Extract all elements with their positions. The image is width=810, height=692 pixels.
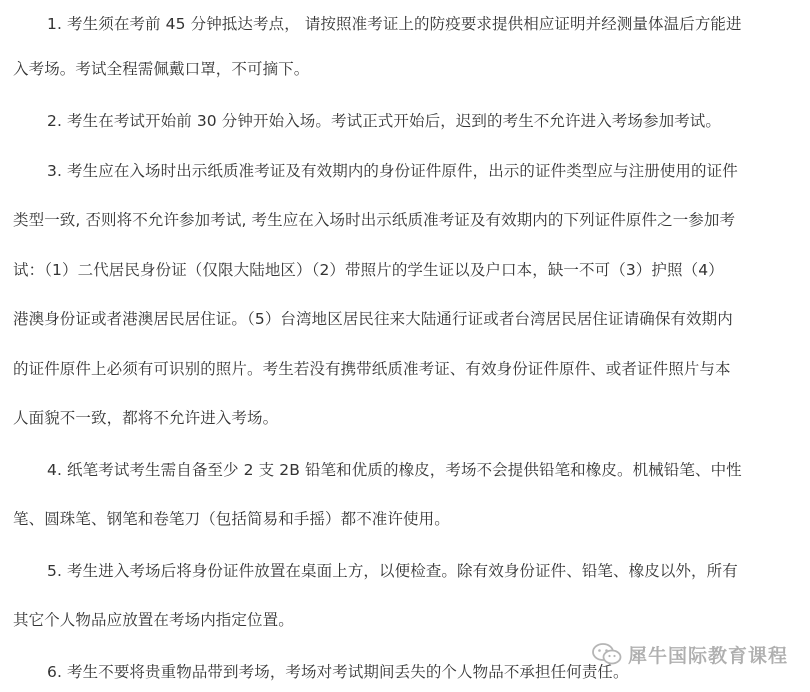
watermark [592,640,788,668]
item-5-line-2: 其它个人物品应放置在考场内指定位置。 [13,611,294,629]
item-3-line-1: 3. 考生应在入场时出示纸质准考证及有效期内的身份证件原件，出示的证件类型应与注册使用的证件 [47,162,738,180]
item-1-line-1: 1. 考生须在考前 45 分钟抵达考点， 请按照准考证上的防疫要求提供相应证明并经测量体温后方能进 [47,15,742,33]
item-3-line-5: 的证件原件上必须有可识别的照片。考生若没有携带纸质准考证、有效身份证件原件、或者证件照片与本 [13,360,731,378]
item-5-line-1: 5. 考生进入考场后将身份证件放置在桌面上方，以便检查。除有效身份证件、铅笔、橡皮以外，所有 [47,562,738,580]
item-3-line-3: 试：（1）二代居民身份证（仅限大陆地区）（2）带照片的学生证以及户口本，缺一不可（3）护照（4） [13,261,724,279]
item-3-line-4: 港澳身份证或者港澳居民居住证。（5）台湾地区居民往来大陆通行证或者台湾居民居住证请确保有效期内 [13,310,733,328]
watermark-text: 犀牛国际教育课程 [627,644,788,667]
wechat-icon [592,642,622,666]
item-1-line-2: 入考场。考试全程需佩戴口罩，不可摘下。 [13,60,310,78]
item-4-line-1: 4. 纸笔考试考生需自备至少 2 支 2B 铅笔和优质的橡皮，考场不会提供铅笔和橡皮。机械铅笔、中性 [47,461,742,479]
item-6-line-1: 6. 考生不要将贵重物品带到考场，考场对考试期间丢失的个人物品不承担任何责任。 [47,663,629,681]
item-2-line-1: 2. 考生在考试开始前 30 分钟开始入场。考试正式开始后，迟到的考生不允许进入考场参加考试。 [47,112,721,130]
item-3-line-6: 人面貌不一致，都将不允许进入考场。 [13,409,279,427]
item-4-line-2: 笔、圆珠笔、钢笔和卷笔刀（包括简易和手摇）都不准许使用。 [13,510,450,528]
item-3-line-2: 类型一致, 否则将不允许参加考试, 考生应在入场时出示纸质准考证及有效期内的下列证件原件之一参加考 [13,211,736,229]
